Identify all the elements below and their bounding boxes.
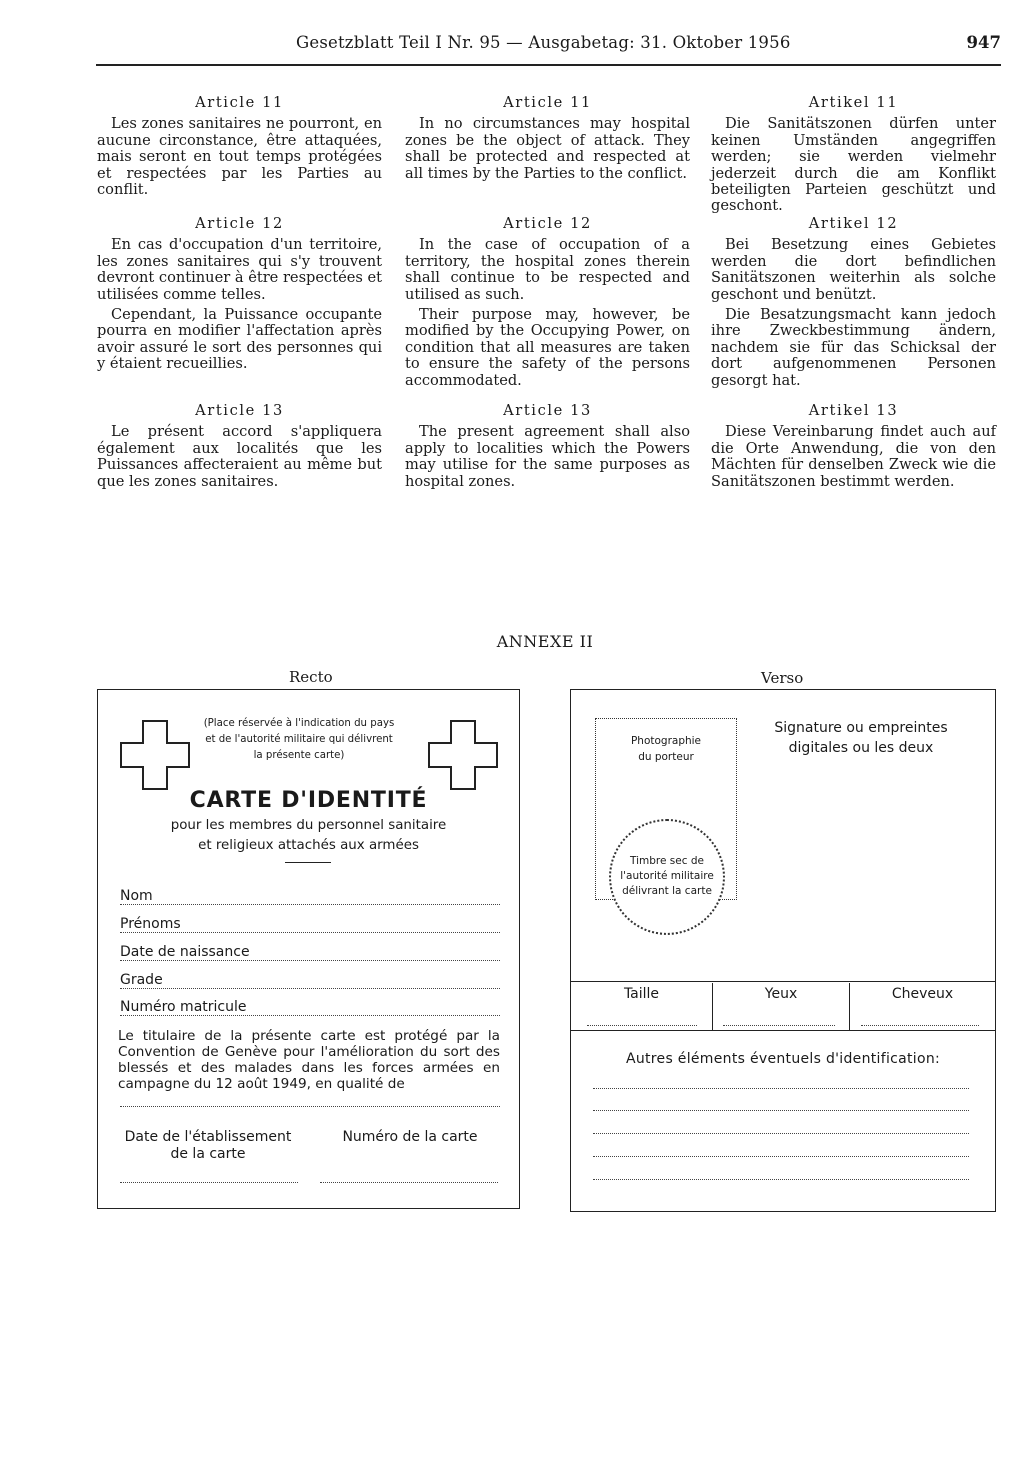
- photo-label: [596, 733, 736, 765]
- article-heading: Article 12: [503, 215, 592, 232]
- article-paragraph: Die Sanitätszonen dürfen unter keinen Umständen angegriffen werden; sie werden vielmehr jederzeit durch die am Konflikt beteiligten Parteien geschützt und geschont.: [711, 115, 996, 215]
- issue-date-dotted-line[interactable]: [120, 1182, 298, 1183]
- place-note: (Place réservée à l'indication du pays et de l'autorité militaire qui délivrent la présente carte): [203, 718, 395, 761]
- field-numero-matricule[interactable]: [120, 999, 500, 1019]
- cheveux-label: Cheveux: [891, 986, 954, 1002]
- article-paragraph: Bei Besetzung eines Gebietes werden die dort befindlichen Sanitätszonen weiterhin als solche geschont und benützt.: [711, 236, 996, 303]
- photo-label-line: Photographie: [630, 735, 702, 747]
- article-de-12: [711, 216, 996, 393]
- field-label: Numéro matricule: [120, 999, 251, 1015]
- card-title: CARTE D'IDENTITÉ: [189, 788, 428, 813]
- article-paragraph: Diese Vereinbarung findet auch auf die Orte Anwendung, die von den Mächten für denselben Zweck wie die Sanitätszonen bestimmt werden.: [711, 423, 996, 490]
- other-identification-line[interactable]: [593, 1088, 969, 1089]
- other-identification-label: Autres éléments éventuels d'identification:: [625, 1051, 941, 1067]
- article-heading: Article 13: [503, 402, 592, 419]
- article-paragraph: Le présent accord s'appliquera également aux localités que les Puissances affecteraient au même but que les zones sanitaires.: [97, 423, 382, 490]
- article-fr-12: [97, 216, 382, 377]
- card-subtitle-line: et religieux attachés aux armées: [198, 838, 419, 853]
- identity-card-verso: [570, 689, 996, 1212]
- stamp-text-line: l'autorité militaire: [620, 870, 714, 882]
- article-de-11: [711, 95, 996, 219]
- card-subtitle: [98, 816, 519, 856]
- signature-label-line: digitales ou les deux: [788, 740, 934, 756]
- article-paragraph: Les zones sanitaires ne pourront, en aucune circonstance, être attaquées, mais seront en tout temps protégées et respectées par les Parties au conflit.: [97, 115, 382, 199]
- photo-box: [595, 718, 737, 900]
- taille-label: Taille: [623, 986, 660, 1002]
- page-header: [96, 33, 1001, 57]
- field-label: Nom: [120, 888, 157, 904]
- holder-text: Le titulaire de la présente carte est protégé par la Convention de Genève pour l'amélioration du sort des blessés et des malades dans les forces armées en campagne du 12 août 1949, en qualité de: [118, 1028, 500, 1092]
- card-subtitle-line: pour les membres du personnel sanitaire: [170, 818, 447, 833]
- issue-date-label-line: de la carte: [170, 1146, 246, 1162]
- signature-label-line: Signature ou empreintes: [774, 720, 948, 736]
- article-heading: Article 13: [195, 402, 284, 419]
- article-heading: Artikel 12: [808, 215, 899, 232]
- yeux-label: Yeux: [764, 986, 798, 1002]
- field-dotted-line: [120, 988, 500, 989]
- issue-date-label-line: Date de l'établissement: [124, 1129, 292, 1145]
- card-number-label: Numéro de la carte: [342, 1129, 478, 1145]
- article-fr-13: [97, 403, 382, 494]
- article-de-13: [711, 403, 996, 494]
- article-heading: Article 11: [503, 94, 592, 111]
- field-label: Grade: [120, 972, 167, 988]
- other-identification-line[interactable]: [593, 1179, 969, 1180]
- other-identification-line[interactable]: [593, 1110, 969, 1111]
- article-en-12: [405, 216, 690, 393]
- recto-label: Recto: [289, 668, 333, 686]
- article-paragraph: In no circumstances may hospital zones be the object of attack. They shall be protected and respected at all times by the Parties to the conflict.: [405, 115, 690, 182]
- field-dotted-line: [120, 904, 500, 905]
- red-cross-left-icon: [120, 720, 190, 790]
- article-heading: Artikel 13: [808, 402, 899, 419]
- field-prenoms[interactable]: [120, 916, 500, 936]
- annexe-title: ANNEXE II: [496, 632, 594, 651]
- field-grade[interactable]: [120, 972, 500, 992]
- field-label: Prénoms: [120, 916, 185, 932]
- field-label: Date de naissance: [120, 944, 254, 960]
- identity-card-recto: [97, 689, 520, 1209]
- dry-stamp-circle: [609, 819, 725, 935]
- article-en-11: [405, 95, 690, 186]
- verso-divider: [571, 981, 995, 982]
- stamp-text-line: Timbre sec de: [630, 855, 704, 867]
- page-number: 947: [966, 33, 1001, 52]
- other-identification-line[interactable]: [593, 1133, 969, 1134]
- field-nom[interactable]: [120, 888, 500, 908]
- title-rule: [285, 862, 331, 863]
- article-paragraph: Cependant, la Puissance occupante pourra en modifier l'affectation après avoir assuré le sort des personnes qui y étaient recueillies.: [97, 306, 382, 373]
- field-date-naissance[interactable]: [120, 944, 500, 964]
- field-dotted-line: [120, 960, 500, 961]
- article-heading: Artikel 11: [808, 94, 899, 111]
- yeux-dotted-line[interactable]: [723, 1025, 835, 1026]
- article-heading: Article 12: [195, 215, 284, 232]
- article-paragraph: En cas d'occupation d'un territoire, les zones sanitaires qui s'y trouvent devront continuer à être respectées et utilisées comme telles.: [97, 236, 382, 303]
- article-heading: Article 11: [195, 94, 284, 111]
- header-rule: [96, 64, 1001, 66]
- article-paragraph: The present agreement shall also apply to localities which the Powers may utilise for the same purposes as hospital zones.: [405, 423, 690, 490]
- signature-label: [751, 718, 971, 758]
- red-cross-right-icon: [428, 720, 498, 790]
- field-dotted-line: [120, 932, 500, 933]
- field-dotted-line: [120, 1015, 500, 1016]
- qualite-dotted-line[interactable]: [120, 1106, 500, 1107]
- photo-label-line: du porteur: [638, 751, 694, 763]
- article-paragraph: Die Besatzungsmacht kann jedoch ihre Zweckbestimmung ändern, nachdem sie für das Schicksal der dort aufgenommenen Personen gesorgt hat.: [711, 306, 996, 389]
- article-en-13: [405, 403, 690, 494]
- header-title: Gesetzblatt Teil I Nr. 95 — Ausgabetag: 31. Oktober 1956: [296, 33, 791, 52]
- article-fr-11: [97, 95, 382, 202]
- verso-divider: [571, 1030, 995, 1031]
- article-paragraph: Their purpose may, however, be modified by the Occupying Power, on condition that all measures are taken to ensure the safety of the persons accommodated.: [405, 306, 690, 389]
- stamp-text-line: délivrant la carte: [622, 885, 712, 897]
- cheveux-dotted-line[interactable]: [861, 1025, 979, 1026]
- article-paragraph: In the case of occupation of a territory, the hospital zones therein shall continue to be respected and utilised as such.: [405, 236, 690, 303]
- taille-dotted-line[interactable]: [587, 1025, 697, 1026]
- stamp-text: [611, 854, 723, 899]
- issue-date-label: [118, 1129, 298, 1163]
- verso-label: Verso: [761, 669, 804, 687]
- card-number-dotted-line[interactable]: [320, 1182, 498, 1183]
- other-identification-line[interactable]: [593, 1156, 969, 1157]
